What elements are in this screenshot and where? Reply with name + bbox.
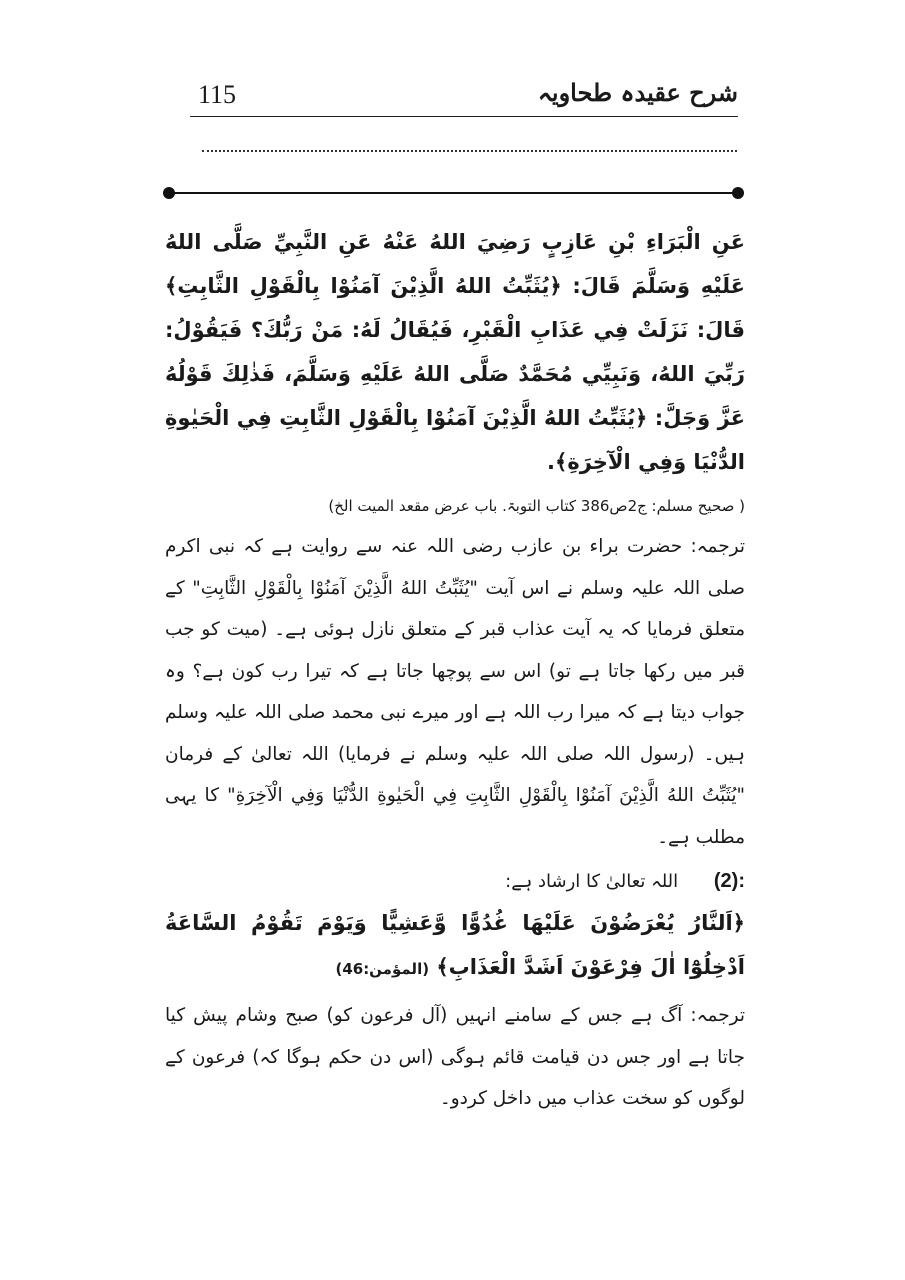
verse-reference: (المؤمن:46) [335,960,430,978]
hadith-reference: ( صحیح مسلم: ج2ص386 کتاب التوبۃ. باب عرض مقعد المیت الخ) [328,497,745,515]
main-content [165,220,745,1124]
hadith-arabic-text: عَنِ الْبَرَاءِ بْنِ عَازِبٍ رَضِيَ اللهُ عَنْهُ عَنِ النَّبِيِّ صَلَّى اللهُ عَلَيْهِ وَسَلَّمَ قَالَ: ﴿يُثَبِّتُ اللهُ الَّذِيْنَ آمَنُوْا بِالْقَوْلِ الثَّابِتِ﴾ قَالَ: نَزَلَتْ فِي عَذَابِ الْقَبْرِ، فَيُقَالُ لَهُ: مَنْ رَبُّكَ؟ فَيَقُوْلُ: رَبِّيَ اللهُ، وَنَبِيِّي مُحَمَّدٌ صَلَّى اللهُ عَلَيْهِ وَسَلَّمَ، فَذٰلِكَ قَوْلُهُ عَزَّ وَجَلَّ: ﴿يُثَبِّتُ اللهُ الَّذِيْنَ آمَنُوْا بِالْقَوْلِ الثَّابِتِ فِي الْحَيٰوةِ الدُّنْيَا وَفِي الْآخِرَةِ﴾. [165,230,745,474]
section-number: (2): [713,870,745,892]
divider-dot-right [732,187,744,199]
dotted-separator [202,150,737,152]
page-number: 115 [198,80,237,109]
verse-arabic-text: ﴿اَلنَّارُ يُعْرَضُوْنَ عَلَيْهَا غُدُوًّا وَّعَشِيًّا وَيَوْمَ تَقُوْمُ السَّاعَةُ اَدْخِلُوْٓا اٰلَ فِرْعَوْنَ اَشَدَّ الْعَذَابِ﴾ [165,911,745,979]
verse-paragraph [165,901,745,989]
section-heading-text: اللہ تعالیٰ کا ارشاد ہے: [505,871,679,892]
section-heading [165,862,745,901]
book-title: شرح عقیدہ طحاویہ [537,78,738,107]
hadith-translation: ترجمہ: حضرت براء بن عازب رضی اللہ عنہ سے روایت ہے کہ نبی اکرم صلی اللہ علیہ وسلم نے اس آیت "يُثَبِّتُ اللهُ الَّذِيْنَ آمَنُوْا بِالْقَوْلِ الثَّابِتِ" کے متعلق فرمایا کہ یہ آیت عذاب قبر کے متعلق نازل ہوئی ہے۔ (میت کو جب قبر میں رکھا جاتا ہے تو) اس سے پوچھا جاتا ہے کہ تیرا رب کون ہے؟ وہ جواب دیتا ہے کہ میرا رب اللہ ہے اور میرے نبی محمد صلی اللہ علیہ وسلم ہیں۔ (رسول اللہ صلی اللہ علیہ وسلم نے فرمایا) اللہ تعالیٰ کے فرمان "يُثَبِّتُ اللهُ الَّذِيْنَ آمَنُوْا بِالْقَوْلِ الثَّابِتِ فِي الْحَيٰوةِ الدُّنْيَا وَفِي الْآخِرَةِ" کا یہی مطلب ہے۔ [165,536,745,848]
page-header [190,78,738,117]
section-divider [170,192,738,194]
verse-translation: ترجمہ: آگ ہے جس کے سامنے انہیں (آل فرعون کو) صبح وشام پیش کیا جاتا ہے اور جس دن قیامت قائم ہوگی (اس دن حکم ہوگا کہ) فرعون کے لوگوں کو سخت عذاب میں داخل کردو۔ [165,1005,745,1109]
